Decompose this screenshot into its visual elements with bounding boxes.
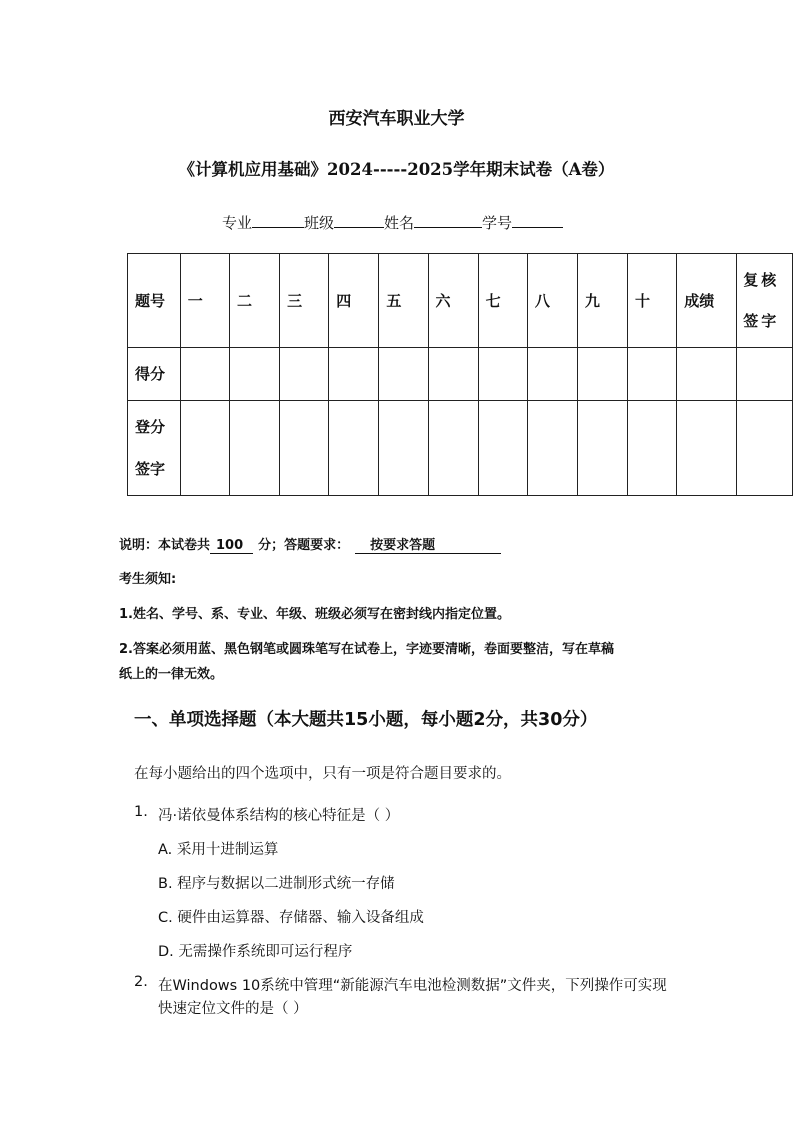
student-info-fields	[222, 212, 563, 233]
col-header-1: 一	[180, 254, 229, 348]
sign-cell[interactable]	[280, 401, 329, 496]
exam-title: 《计算机应用基础》2024-----2025学年期末试卷（A卷）	[178, 160, 615, 179]
col-header-2: 二	[229, 254, 279, 348]
score-cell[interactable]	[737, 348, 793, 401]
sign-cell[interactable]	[329, 401, 379, 496]
recorder-label-line1: 登分	[135, 418, 166, 436]
recorder-label-line2: 签字	[135, 460, 166, 478]
name-label: 姓名	[384, 214, 415, 232]
question-number-row	[128, 254, 793, 348]
score-table	[127, 253, 793, 496]
question-1-text: 冯·诺依曼体系结构的核心特征是（ ）	[158, 808, 400, 824]
class-label: 班级	[304, 214, 335, 232]
question-no-header: 题号	[128, 254, 181, 348]
question-2-number: 2.	[134, 974, 148, 990]
sign-cell[interactable]	[379, 401, 428, 496]
student-id-blank[interactable]	[512, 212, 563, 228]
question-1-option-a[interactable]: A. 采用十进制运算	[158, 842, 279, 858]
question-1-number: 1.	[134, 804, 148, 820]
sign-cell[interactable]	[180, 401, 229, 496]
recorder-sign-label	[128, 401, 181, 496]
col-header-9: 九	[577, 254, 627, 348]
score-cell[interactable]	[677, 348, 737, 401]
col-header-5: 五	[379, 254, 428, 348]
score-cell[interactable]	[379, 348, 428, 401]
col-header-total: 成绩	[677, 254, 737, 348]
section-intro: 在每小题给出的四个选项中，只有一项是符合题目要求的。	[134, 766, 511, 782]
notice-item-1: 1.姓名、学号、系、专业、年级、班级必须写在密封线内指定位置。	[119, 607, 510, 622]
student-id-label: 学号	[482, 214, 513, 232]
sign-cell[interactable]	[628, 401, 677, 496]
notice-item-2-line1: 2.答案必须用蓝、黑色钢笔或圆珠笔写在试卷上，字迹要清晰，卷面要整洁，写在草稿	[119, 642, 614, 657]
col-header-4: 四	[329, 254, 379, 348]
score-cell[interactable]	[628, 348, 677, 401]
total-score-value: 100	[210, 538, 253, 554]
col-header-6: 六	[428, 254, 478, 348]
question-2-text-line1: 在Windows 10系统中管理“新能源汽车电池检测数据”文件夹，下列操作可实现	[158, 978, 667, 994]
col-header-3: 三	[280, 254, 329, 348]
question-1-option-c[interactable]: C. 硬件由运算器、存储器、输入设备组成	[158, 910, 424, 926]
score-cell[interactable]	[229, 348, 279, 401]
score-cell[interactable]	[180, 348, 229, 401]
sign-cell[interactable]	[229, 401, 279, 496]
description-middle: 分；答题要求：	[258, 538, 350, 553]
sign-cell[interactable]	[527, 401, 577, 496]
class-blank[interactable]	[334, 212, 384, 228]
answer-requirement: 按要求答题	[355, 534, 501, 554]
score-cell[interactable]	[577, 348, 627, 401]
question-2-text-line2: 快速定位文件的是（ ）	[158, 1001, 308, 1017]
sign-cell[interactable]	[737, 401, 793, 496]
section-title: 一、单项选择题（本大题共15小题，每小题2分，共30分）	[134, 710, 598, 730]
notice-title: 考生须知:	[119, 572, 177, 587]
name-blank[interactable]	[414, 212, 482, 228]
score-row	[128, 348, 793, 401]
description-prefix: 说明：本试卷共	[119, 538, 211, 553]
score-cell[interactable]	[428, 348, 478, 401]
exam-description	[119, 534, 501, 554]
review-label-line2: 签字	[743, 311, 780, 330]
school-name: 西安汽车职业大学	[328, 109, 465, 129]
recorder-sign-row	[128, 401, 793, 496]
score-cell[interactable]	[527, 348, 577, 401]
col-header-10: 十	[628, 254, 677, 348]
score-cell[interactable]	[478, 348, 527, 401]
sign-cell[interactable]	[478, 401, 527, 496]
col-header-7: 七	[478, 254, 527, 348]
col-header-8: 八	[527, 254, 577, 348]
score-cell[interactable]	[280, 348, 329, 401]
sign-cell[interactable]	[577, 401, 627, 496]
sign-cell[interactable]	[428, 401, 478, 496]
review-label-line1: 复核	[743, 270, 780, 289]
score-row-label: 得分	[128, 348, 181, 401]
question-1-option-b[interactable]: B. 程序与数据以二进制形式统一存储	[158, 876, 395, 892]
major-blank[interactable]	[252, 212, 304, 228]
question-1-option-d[interactable]: D. 无需操作系统即可运行程序	[158, 944, 353, 960]
major-label: 专业	[222, 214, 253, 232]
score-cell[interactable]	[329, 348, 379, 401]
review-sign-header	[737, 254, 793, 348]
sign-cell[interactable]	[677, 401, 737, 496]
notice-item-2-line2: 纸上的一律无效。	[119, 667, 224, 682]
